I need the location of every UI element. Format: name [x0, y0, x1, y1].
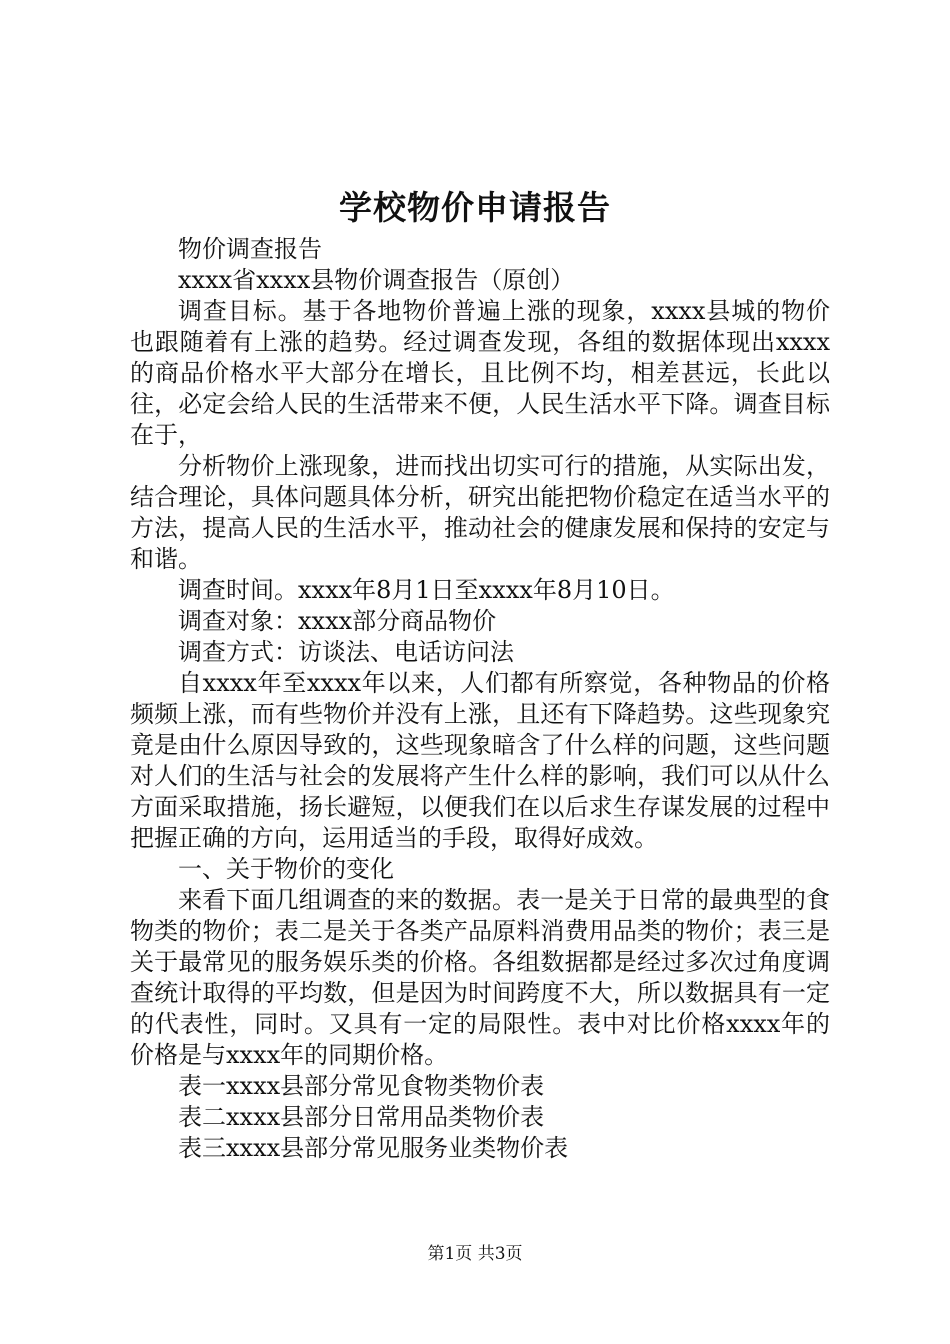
paragraph: 调查时间。xxxx年8月1日至xxxx年8月10日。 — [178, 576, 675, 604]
paragraph: 调查对象：xxxx部分商品物价 — [178, 607, 497, 635]
paragraph: 来看下面几组调查的来的数据。表一是关于日常的最典型的食物类的物价；表二是关于各类产品原料消费用品类的物价；表三是关于最常见的服务娱乐类的价格。各组数据都是经过多次过角度调查统计取得的平均数，但是因为时间跨度不大，所以数据具有一定的代表性，同时。又具有一定的局限性。表中对比价格xxxx年的价格是与xxxx年的同期价格。 — [130, 886, 830, 1069]
paragraph: 调查方式：访谈法、电话访问法 — [178, 638, 514, 666]
paragraph: 自xxxx年至xxxx年以来，人们都有所察觉，各种物品的价格频频上涨，而有些物价并没有上涨，且还有下降趋势。这些现象究竟是由什么原因导致的，这些现象暗含了什么样的问题，这些问题对人们的生活与社会的发展将产生什么样的影响，我们可以从什么方面采取措施，扬长避短，以便我们在以后求生存谋发展的过程中把握正确的方向，运用适当的手段，取得好成效。 — [130, 669, 830, 852]
table-caption: 表一xxxx县部分常见食物类物价表 — [178, 1072, 545, 1100]
document-body — [130, 234, 830, 1164]
paragraph: xxxx省xxxx县物价调查报告（原创） — [178, 266, 575, 294]
document-title: 学校物价申请报告 — [339, 188, 611, 227]
page-footer: 第1页 共3页 — [427, 1244, 523, 1264]
paragraph: 分析物价上涨现象，进而找出切实可行的措施，从实际出发，结合理论，具体问题具体分析，研究出能把物价稳定在适当水平的方法，提高人民的生活水平，推动社会的健康发展和保持的安定与和谐。 — [130, 452, 830, 573]
table-caption: 表二xxxx县部分日常用品类物价表 — [178, 1103, 545, 1131]
paragraph: 物价调查报告 — [178, 235, 322, 263]
section-heading: 一、关于物价的变化 — [178, 855, 394, 883]
table-caption: 表三xxxx县部分常见服务业类物价表 — [178, 1134, 569, 1162]
paragraph: 调查目标。基于各地物价普遍上涨的现象，xxxx县城的物价也跟随着有上涨的趋势。经过调查发现，各组的数据体现出xxxx的商品价格水平大部分在增长，且比例不均，相差甚远，长此以往，必定会给人民的生活带来不便，人民生活水平下降。调查目标在于， — [130, 297, 830, 449]
